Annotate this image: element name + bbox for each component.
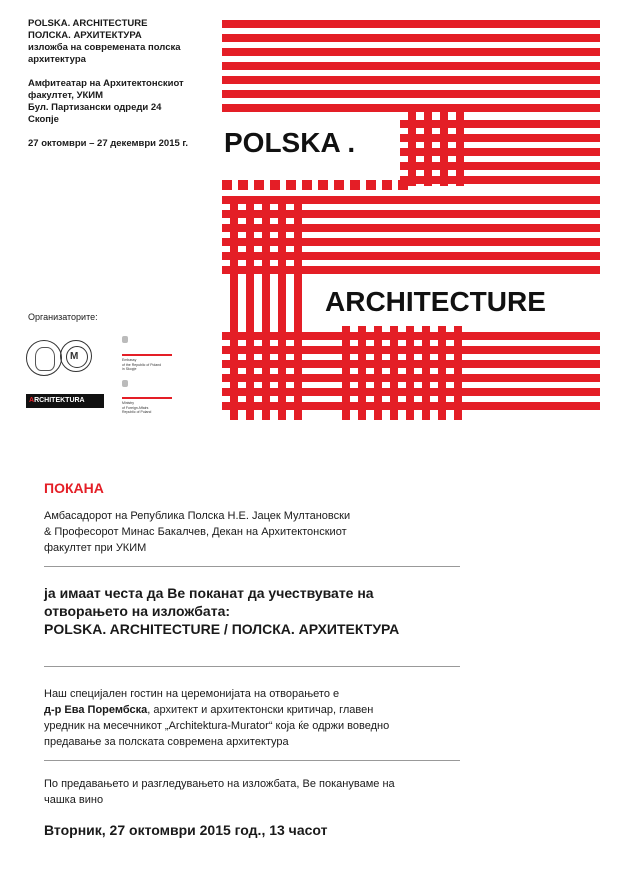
poster-stripe <box>456 106 464 186</box>
event-date-time: Вторник, 27 октомври 2015 год., 13 часот <box>44 822 328 838</box>
embassy-logo-line2: of the Republic of Poland <box>122 362 162 367</box>
poster-stripe <box>358 326 366 420</box>
poster-stripe <box>246 196 254 420</box>
embassy-logo-line3: in Skopje <box>122 367 137 371</box>
architektura-logo: ARCHITEKTURA <box>26 394 104 408</box>
poster-stripe <box>390 326 398 420</box>
poster-stripe <box>222 20 600 28</box>
eagle-icon <box>122 380 128 387</box>
poster-grid-pattern <box>222 20 600 420</box>
ministry-logo-line3: Republic of Poland <box>122 410 152 414</box>
wine-paragraph <box>44 776 474 808</box>
poster-stripe <box>342 326 350 420</box>
title-cyrillic: ПОЛСКА. АРХИТЕКТУРА <box>28 30 142 41</box>
venue-line2: факултет, УКИМ <box>28 90 104 101</box>
guest-name: д-р Ева Порембска <box>44 704 148 716</box>
divider <box>44 666 460 667</box>
ministry-logo-line2: of Foreign Affairs <box>122 405 149 410</box>
venue-line4: Скопје <box>28 114 59 125</box>
poster-stripe <box>422 326 430 420</box>
poster-check <box>382 180 392 190</box>
organizers-label: Организаторите: <box>28 312 98 322</box>
title-latin: POLSKA. ARCHITECTURE <box>28 18 148 29</box>
poster-stripe <box>400 176 600 184</box>
hosts-paragraph <box>44 508 464 556</box>
poster-graphic <box>222 20 600 420</box>
poster-check <box>366 180 376 190</box>
poster-stripe <box>230 196 238 420</box>
poster-stripe <box>222 90 600 98</box>
poster-stripe <box>222 62 600 70</box>
poster-stripe <box>294 196 302 420</box>
poster-check <box>222 180 232 190</box>
poster-stripe <box>440 106 448 186</box>
poster-stripe <box>222 48 600 56</box>
university-seal-logo <box>26 340 62 376</box>
embassy-logo <box>120 336 172 370</box>
venue-line1: Амфитеатар на Архитектонскиот <box>28 78 184 89</box>
poster-title-bottom: ARCHITECTURE <box>325 286 546 317</box>
poster-stripe <box>374 326 382 420</box>
guest-description: , архитект и архитектонски критичар, главен <box>147 704 374 716</box>
poster-title-top: POLSKA . <box>224 127 356 158</box>
architektura-logo-text: RCHITEKTURA <box>34 397 85 404</box>
poster-check <box>270 180 280 190</box>
divider <box>44 566 460 567</box>
wine-line2: чашка вино <box>44 794 104 806</box>
poster-check <box>334 180 344 190</box>
guest-line3: уредник на месечникот „Architektura-Murator“ која ќе одржи воведно <box>44 720 390 732</box>
guest-line4: предавање за полската современа архитектура <box>44 736 289 748</box>
divider <box>44 760 460 761</box>
poster-check <box>350 180 360 190</box>
poster-stripe <box>400 162 600 170</box>
embassy-logo-line1: Embassy <box>122 358 137 362</box>
guest-intro: Наш специјален гостин на церемонијата на отворањето е <box>44 688 340 700</box>
faculty-architecture-logo: M <box>60 340 92 372</box>
poster-stripe <box>222 34 600 42</box>
poster-stripe <box>400 134 600 142</box>
hosts-line3: факултет при УКИМ <box>44 542 147 554</box>
wine-line1: По предавањето и разгледувањето на изложбата, Ве покануваме на <box>44 778 395 790</box>
guest-paragraph <box>44 686 474 750</box>
poster-stripe <box>438 326 446 420</box>
poster-check <box>302 180 312 190</box>
exhibition-dates: 27 октомври – 27 декември 2015 г. <box>28 138 189 149</box>
subtitle-line2: архитектура <box>28 54 86 65</box>
poster-check <box>318 180 328 190</box>
honor-line1: ја имаат честа да Ве поканат да учествувате на <box>44 585 374 601</box>
honor-line3: POLSKA. ARCHITECTURE / ПОЛСКА. АРХИТЕКТУРА <box>44 621 400 637</box>
venue-line3: Бул. Партизански одреди 24 <box>28 102 162 113</box>
eagle-icon <box>122 336 128 343</box>
poster-check <box>238 180 248 190</box>
poster-stripe <box>262 196 270 420</box>
honor-paragraph <box>44 584 474 638</box>
poster-stripe <box>400 120 600 128</box>
honor-line2: отворањето на изложбата: <box>44 603 231 619</box>
invitation-title: ПОКАНА <box>44 480 104 496</box>
header-block <box>28 18 218 150</box>
hosts-line2: & Професорот Минас Бакалчев, Декан на Архитектонскиот <box>44 526 347 538</box>
poster-check <box>254 180 264 190</box>
subtitle-line1: изложба на современата полска <box>28 42 181 53</box>
poster-check <box>286 180 296 190</box>
poster-stripe <box>454 326 462 420</box>
ministry-logo <box>120 380 172 414</box>
poster-stripe <box>278 196 286 420</box>
poster-check <box>398 180 408 190</box>
poster-stripe <box>222 76 600 84</box>
poster-stripe <box>424 106 432 186</box>
poster-stripe <box>400 148 600 156</box>
hosts-line1: Амбасадорот на Република Полска Н.Е. Јацек Мултановски <box>44 510 351 522</box>
poster-stripe <box>408 106 416 186</box>
ministry-logo-line1: Ministry <box>122 401 135 405</box>
poster-stripe <box>406 326 414 420</box>
